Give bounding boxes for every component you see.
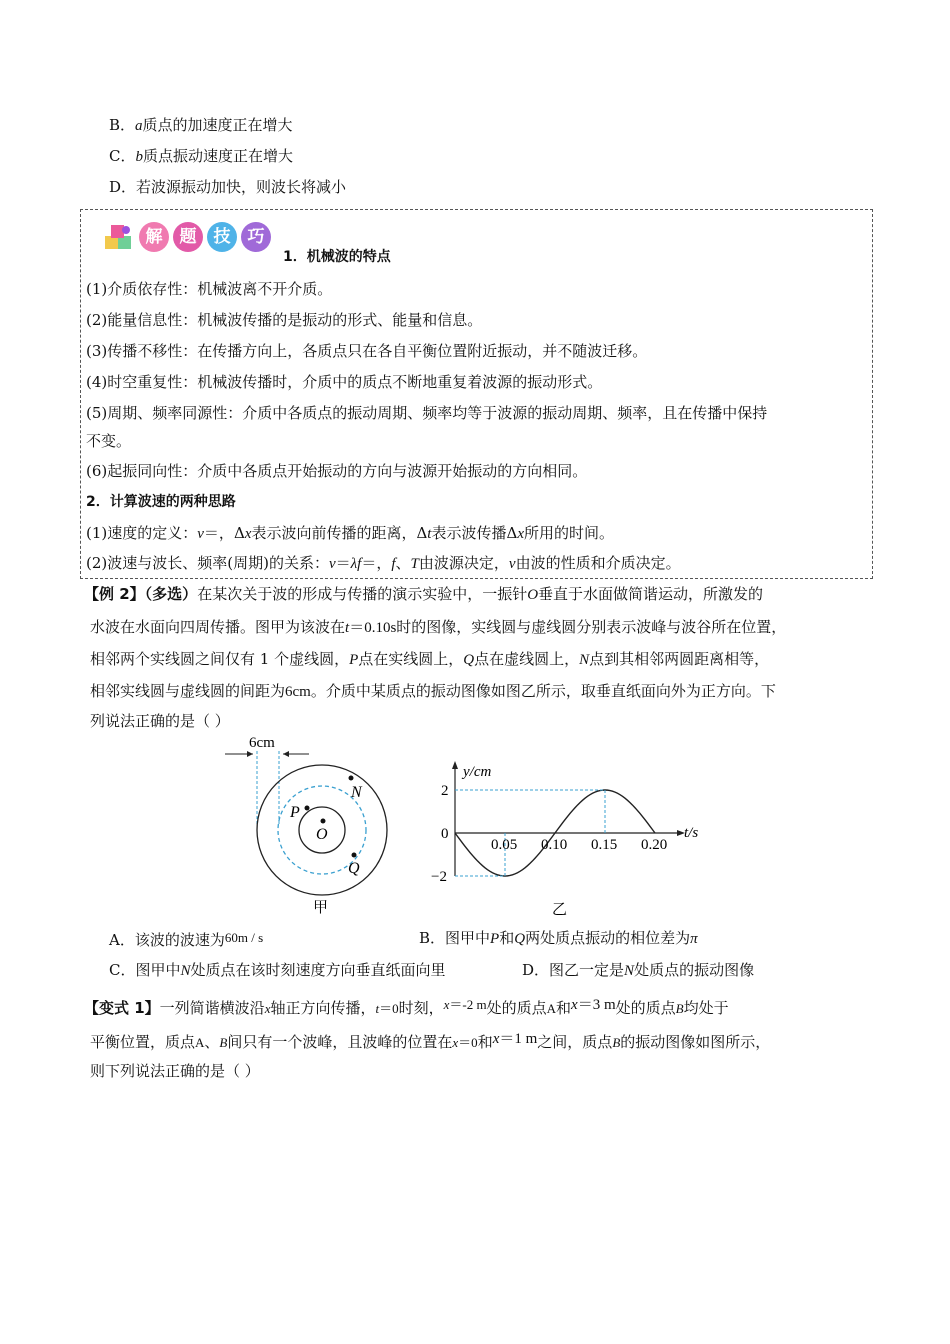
point-q [352,853,357,858]
tips-heading-2: 2．计算波速的两种思路 [86,494,236,510]
option2-a: A．该波的波速为60m / s [109,930,264,949]
caption-yi: 乙 [552,902,568,918]
label-q: Q [348,860,360,877]
tips-item-5: (5)周期、频率同源性：介质中各质点的振动周期、频率均等于波源的振动周期、频率，且在传播中保持 [86,404,768,422]
badge-char-2: 题 [173,222,203,252]
x-tick-label: 0.15 [591,837,618,853]
tips-box [80,209,873,579]
point-n [349,776,354,781]
tips-item-2: (2)能量信息性：机械波传播的是振动的形式、能量和信息。 [86,311,483,329]
chart-marks [431,783,667,885]
example2-line-5: 列说法正确的是（ ） [90,712,230,730]
speed-definition: (1)速度的定义：v＝，Δx表示波向前传播的距离，Δt表示波传播Δx所用的时间。 [86,524,614,542]
variant1-line-2: 平衡位置，质点A、B间只有一个波峰，且波峰的位置在x＝0和x＝1 m之间，质点B的振动图像如图所示， [90,1031,771,1051]
option2-b: B．图甲中P和Q两处质点振动的相位差为π [419,929,698,947]
tips-heading-1: 1．机械波的特点 [283,249,391,265]
y-tick-label: 2 [441,783,449,799]
label-p: P [290,804,300,821]
option2-d: D．图乙一定是N处质点的振动图像 [522,961,755,979]
tips-badge [103,222,303,256]
example2-line-1: 【例 2】（多选）在某次关于波的形成与传播的演示实验中，一振针O垂直于水面做简谐运动，所激发的 [84,585,764,603]
badge-char-1: 解 [139,222,169,252]
option2-c: C．图甲中N处质点在该时刻速度方向垂直纸面向里 [109,961,446,979]
puzzle-icon [103,222,135,254]
tips-item-6: (6)起振同向性：介质中各质点开始振动的方向与波源开始振动的方向相同。 [86,462,588,480]
tips-item-3: (3)传播不移性：在传播方向上，各质点只在各自平衡位置附近振动，并不随波迁移。 [86,342,648,360]
caption-jia: 甲 [313,900,329,916]
variant1-line-1: 【变式 1】一列简谐横波沿x轴正方向传播，t＝0时刻，x＝-2 m处的质点A和x＝3 m处的质点B均处于 [84,997,729,1017]
y-axis-label: y/cm [463,764,492,780]
x-tick-label: 0.10 [541,837,568,853]
badge-char-4: 巧 [241,222,271,252]
variant1-line-3: 则下列说法正确的是（ ） [90,1062,260,1080]
speed-relation: (2)波速与波长、频率(周期)的关系：v＝λf＝，f、T由波源决定，v由波的性质和介质决定。 [86,554,681,572]
figure-concentric-circles [225,733,405,918]
example2-line-4: 相邻实线圆与虚线圆的间距为6cm。介质中某质点的振动图像如图乙所示，取垂直纸面向外为正方向。下 [90,682,776,700]
option-b: B．a质点的加速度正在增大 [109,116,293,134]
point-o [321,819,326,824]
example2-line-2: 水波在水面向四周传播。图甲为该波在t＝0.10s时的图像，实线圆与虚线圆分别表示波峰与波谷所在位置， [90,618,787,636]
x-tick-label: 0.20 [641,837,668,853]
figure-vibration-graph [425,758,715,918]
tips-item-1: (1)介质依存性：机械波离不开介质。 [86,280,333,298]
x-axis-label: t/s [684,825,699,841]
dim-label: 6cm [249,735,275,751]
example2-line-3: 相邻两个实线圆之间仅有 1 个虚线圆，P点在实线圆上，Q点在虚线圆上，N点到其相邻两圆距离相等， [90,650,770,668]
y-tick-label: 0 [441,826,449,842]
x-tick-label: 0.05 [491,837,518,853]
label-o: O [316,826,328,843]
point-p [305,806,310,811]
tips-item-4: (4)时空重复性：机械波传播时，介质中的质点不断地重复着波源的振动形式。 [86,373,603,391]
badge-char-3: 技 [207,222,237,252]
option-c: C．b质点振动速度正在增大 [109,147,293,165]
option-d: D．若波源振动加快，则波长将减小 [109,178,347,196]
y-tick-label: −2 [431,869,447,885]
label-n: N [351,784,362,801]
tips-item-5-cont: 不变。 [86,432,132,450]
